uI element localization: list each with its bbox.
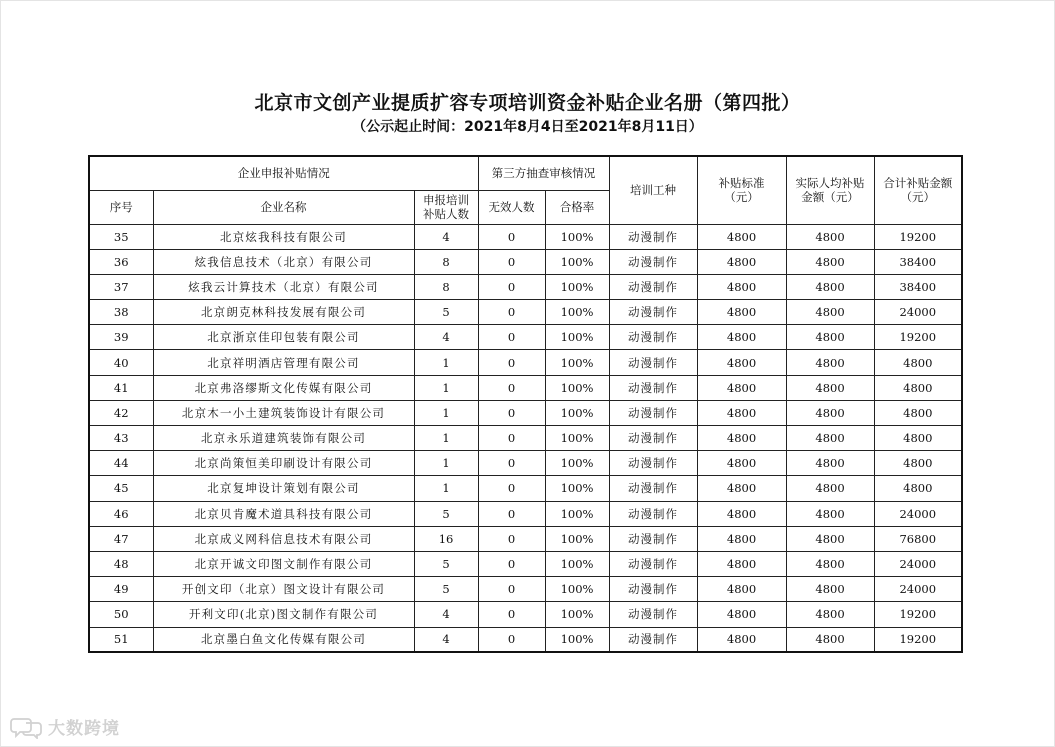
cell-subsidy-standard: 4800 [697, 426, 786, 451]
cell-training-type: 动漫制作 [609, 526, 697, 551]
cell-training-type: 动漫制作 [609, 375, 697, 400]
cell-company-name: 开利文印(北京)图文制作有限公司 [153, 602, 414, 627]
cell-pass-rate: 100% [545, 400, 609, 425]
cell-training-type: 动漫制作 [609, 350, 697, 375]
cell-pass-rate: 100% [545, 300, 609, 325]
cell-company-name: 炫我信息技术（北京）有限公司 [153, 249, 414, 274]
cell-subsidy-standard: 4800 [697, 325, 786, 350]
table-row [89, 526, 962, 551]
cell-applied-count: 8 [414, 274, 478, 299]
cell-total-subsidy: 24000 [874, 300, 962, 325]
cell-subsidy-standard: 4800 [697, 300, 786, 325]
cell-actual-per-person: 4800 [786, 602, 874, 627]
cell-training-type: 动漫制作 [609, 551, 697, 576]
cell-seq: 45 [89, 476, 153, 501]
cell-actual-per-person: 4800 [786, 476, 874, 501]
cell-seq: 41 [89, 375, 153, 400]
cell-applied-count: 1 [414, 400, 478, 425]
cell-pass-rate: 100% [545, 602, 609, 627]
cell-seq: 36 [89, 249, 153, 274]
cell-invalid-count: 0 [478, 602, 545, 627]
header-standard: 补贴标准（元） [697, 156, 786, 224]
cell-training-type: 动漫制作 [609, 602, 697, 627]
cell-actual-per-person: 4800 [786, 426, 874, 451]
cell-invalid-count: 0 [478, 577, 545, 602]
cell-total-subsidy: 38400 [874, 249, 962, 274]
cell-invalid-count: 0 [478, 476, 545, 501]
cell-applied-count: 5 [414, 300, 478, 325]
cell-invalid-count: 0 [478, 249, 545, 274]
cell-actual-per-person: 4800 [786, 526, 874, 551]
cell-training-type: 动漫制作 [609, 249, 697, 274]
table-row [89, 400, 962, 425]
cell-seq: 44 [89, 451, 153, 476]
cell-total-subsidy: 19200 [874, 602, 962, 627]
cell-applied-count: 1 [414, 350, 478, 375]
cell-applied-count: 4 [414, 602, 478, 627]
cell-total-subsidy: 19200 [874, 325, 962, 350]
cell-invalid-count: 0 [478, 300, 545, 325]
cell-training-type: 动漫制作 [609, 501, 697, 526]
cell-invalid-count: 0 [478, 526, 545, 551]
cell-pass-rate: 100% [545, 325, 609, 350]
cell-company-name: 北京弗洛缪斯文化传媒有限公司 [153, 375, 414, 400]
cell-total-subsidy: 4800 [874, 426, 962, 451]
cell-invalid-count: 0 [478, 274, 545, 299]
cell-subsidy-standard: 4800 [697, 501, 786, 526]
cell-seq: 39 [89, 325, 153, 350]
cell-company-name: 北京尚策恒美印刷设计有限公司 [153, 451, 414, 476]
table-row [89, 249, 962, 274]
cell-applied-count: 4 [414, 627, 478, 652]
cell-seq: 49 [89, 577, 153, 602]
cell-pass-rate: 100% [545, 375, 609, 400]
cell-invalid-count: 0 [478, 551, 545, 576]
cell-invalid-count: 0 [478, 350, 545, 375]
cell-pass-rate: 100% [545, 551, 609, 576]
table-header [89, 156, 962, 224]
cell-company-name: 北京永乐道建筑装饰有限公司 [153, 426, 414, 451]
cell-seq: 38 [89, 300, 153, 325]
header-invalid: 无效人数 [478, 190, 545, 224]
cell-invalid-count: 0 [478, 375, 545, 400]
cell-subsidy-standard: 4800 [697, 400, 786, 425]
cell-company-name: 北京复坤设计策划有限公司 [153, 476, 414, 501]
header-actual: 实际人均补贴金额（元） [786, 156, 874, 224]
cell-seq: 48 [89, 551, 153, 576]
cell-total-subsidy: 4800 [874, 375, 962, 400]
header-training-type: 培训工种 [609, 156, 697, 224]
cell-actual-per-person: 4800 [786, 249, 874, 274]
cell-actual-per-person: 4800 [786, 274, 874, 299]
cell-total-subsidy: 4800 [874, 476, 962, 501]
cell-subsidy-standard: 4800 [697, 551, 786, 576]
cell-company-name: 开创文印（北京）图文设计有限公司 [153, 577, 414, 602]
cell-applied-count: 5 [414, 551, 478, 576]
cell-training-type: 动漫制作 [609, 476, 697, 501]
cell-invalid-count: 0 [478, 627, 545, 652]
cell-total-subsidy: 19200 [874, 224, 962, 249]
cell-subsidy-standard: 4800 [697, 274, 786, 299]
cell-invalid-count: 0 [478, 501, 545, 526]
cell-subsidy-standard: 4800 [697, 375, 786, 400]
cell-seq: 40 [89, 350, 153, 375]
table-row [89, 501, 962, 526]
cell-subsidy-standard: 4800 [697, 602, 786, 627]
cell-applied-count: 8 [414, 249, 478, 274]
cell-seq: 46 [89, 501, 153, 526]
cell-subsidy-standard: 4800 [697, 526, 786, 551]
cell-training-type: 动漫制作 [609, 400, 697, 425]
cell-seq: 37 [89, 274, 153, 299]
cell-invalid-count: 0 [478, 224, 545, 249]
table-row [89, 451, 962, 476]
cell-training-type: 动漫制作 [609, 274, 697, 299]
cell-pass-rate: 100% [545, 274, 609, 299]
table-row [89, 627, 962, 652]
cell-training-type: 动漫制作 [609, 451, 697, 476]
cell-actual-per-person: 4800 [786, 577, 874, 602]
document-subtitle: （公示起止时间：2021年8月4日至2021年8月11日） [352, 119, 703, 135]
cell-total-subsidy: 76800 [874, 526, 962, 551]
cell-applied-count: 4 [414, 224, 478, 249]
cell-seq: 51 [89, 627, 153, 652]
cell-total-subsidy: 24000 [874, 501, 962, 526]
cell-pass-rate: 100% [545, 451, 609, 476]
cell-subsidy-standard: 4800 [697, 451, 786, 476]
cell-pass-rate: 100% [545, 526, 609, 551]
cell-actual-per-person: 4800 [786, 451, 874, 476]
cell-actual-per-person: 4800 [786, 350, 874, 375]
cell-invalid-count: 0 [478, 400, 545, 425]
cell-applied-count: 1 [414, 375, 478, 400]
table-row [89, 325, 962, 350]
cell-total-subsidy: 4800 [874, 400, 962, 425]
table-row [89, 551, 962, 576]
cell-total-subsidy: 4800 [874, 350, 962, 375]
cell-subsidy-standard: 4800 [697, 577, 786, 602]
header-total: 合计补贴金额（元） [874, 156, 962, 224]
table-row [89, 426, 962, 451]
table-row [89, 300, 962, 325]
cell-actual-per-person: 4800 [786, 300, 874, 325]
cell-training-type: 动漫制作 [609, 426, 697, 451]
table-row [89, 274, 962, 299]
cell-total-subsidy: 38400 [874, 274, 962, 299]
cell-pass-rate: 100% [545, 476, 609, 501]
cell-total-subsidy: 24000 [874, 551, 962, 576]
cell-total-subsidy: 4800 [874, 451, 962, 476]
watermark [10, 714, 120, 739]
cell-company-name: 北京成义网科信息技术有限公司 [153, 526, 414, 551]
cell-pass-rate: 100% [545, 350, 609, 375]
header-applied: 申报培训补贴人数 [414, 190, 478, 224]
chat-bubble-logo-icon [10, 715, 44, 739]
cell-company-name: 北京朗克林科技发展有限公司 [153, 300, 414, 325]
cell-company-name: 北京开诚文印图文制作有限公司 [153, 551, 414, 576]
cell-seq: 47 [89, 526, 153, 551]
cell-invalid-count: 0 [478, 426, 545, 451]
cell-company-name: 北京贝肯魔术道具科技有限公司 [153, 501, 414, 526]
table-row [89, 577, 962, 602]
cell-applied-count: 5 [414, 577, 478, 602]
group-header-audit: 第三方抽查审核情况 [478, 156, 609, 190]
cell-actual-per-person: 4800 [786, 325, 874, 350]
cell-company-name: 北京炫我科技有限公司 [153, 224, 414, 249]
cell-pass-rate: 100% [545, 249, 609, 274]
cell-total-subsidy: 24000 [874, 577, 962, 602]
cell-company-name: 北京祥明酒店管理有限公司 [153, 350, 414, 375]
table-row [89, 602, 962, 627]
cell-training-type: 动漫制作 [609, 627, 697, 652]
cell-seq: 50 [89, 602, 153, 627]
cell-actual-per-person: 4800 [786, 551, 874, 576]
header-seq: 序号 [89, 190, 153, 224]
subsidy-roster-table [88, 155, 963, 653]
table-row [89, 476, 962, 501]
cell-subsidy-standard: 4800 [697, 224, 786, 249]
cell-applied-count: 1 [414, 426, 478, 451]
cell-applied-count: 5 [414, 501, 478, 526]
cell-subsidy-standard: 4800 [697, 476, 786, 501]
watermark-text: 大数跨境 [48, 719, 120, 739]
cell-invalid-count: 0 [478, 325, 545, 350]
cell-seq: 35 [89, 224, 153, 249]
cell-pass-rate: 100% [545, 501, 609, 526]
table-row [89, 375, 962, 400]
cell-company-name: 炫我云计算技术（北京）有限公司 [153, 274, 414, 299]
header-name: 企业名称 [153, 190, 414, 224]
cell-actual-per-person: 4800 [786, 501, 874, 526]
cell-actual-per-person: 4800 [786, 400, 874, 425]
cell-pass-rate: 100% [545, 577, 609, 602]
cell-training-type: 动漫制作 [609, 300, 697, 325]
cell-training-type: 动漫制作 [609, 577, 697, 602]
cell-company-name: 北京浙京佳印包装有限公司 [153, 325, 414, 350]
cell-applied-count: 16 [414, 526, 478, 551]
table-row [89, 350, 962, 375]
cell-subsidy-standard: 4800 [697, 350, 786, 375]
cell-pass-rate: 100% [545, 224, 609, 249]
cell-training-type: 动漫制作 [609, 325, 697, 350]
cell-actual-per-person: 4800 [786, 375, 874, 400]
cell-seq: 43 [89, 426, 153, 451]
header-pass-rate: 合格率 [545, 190, 609, 224]
cell-company-name: 北京木一小土建筑装饰设计有限公司 [153, 400, 414, 425]
cell-pass-rate: 100% [545, 426, 609, 451]
group-header-enterprise: 企业申报补贴情况 [89, 156, 478, 190]
table-row [89, 224, 962, 249]
cell-seq: 42 [89, 400, 153, 425]
cell-subsidy-standard: 4800 [697, 249, 786, 274]
cell-training-type: 动漫制作 [609, 224, 697, 249]
cell-applied-count: 1 [414, 451, 478, 476]
cell-total-subsidy: 19200 [874, 627, 962, 652]
cell-company-name: 北京墨白鱼文化传媒有限公司 [153, 627, 414, 652]
cell-applied-count: 1 [414, 476, 478, 501]
table-body [89, 224, 962, 652]
cell-subsidy-standard: 4800 [697, 627, 786, 652]
cell-actual-per-person: 4800 [786, 224, 874, 249]
cell-actual-per-person: 4800 [786, 627, 874, 652]
cell-applied-count: 4 [414, 325, 478, 350]
cell-pass-rate: 100% [545, 627, 609, 652]
document-title: 北京市文创产业提质扩容专项培训资金补贴企业名册（第四批） [254, 92, 801, 114]
cell-invalid-count: 0 [478, 451, 545, 476]
